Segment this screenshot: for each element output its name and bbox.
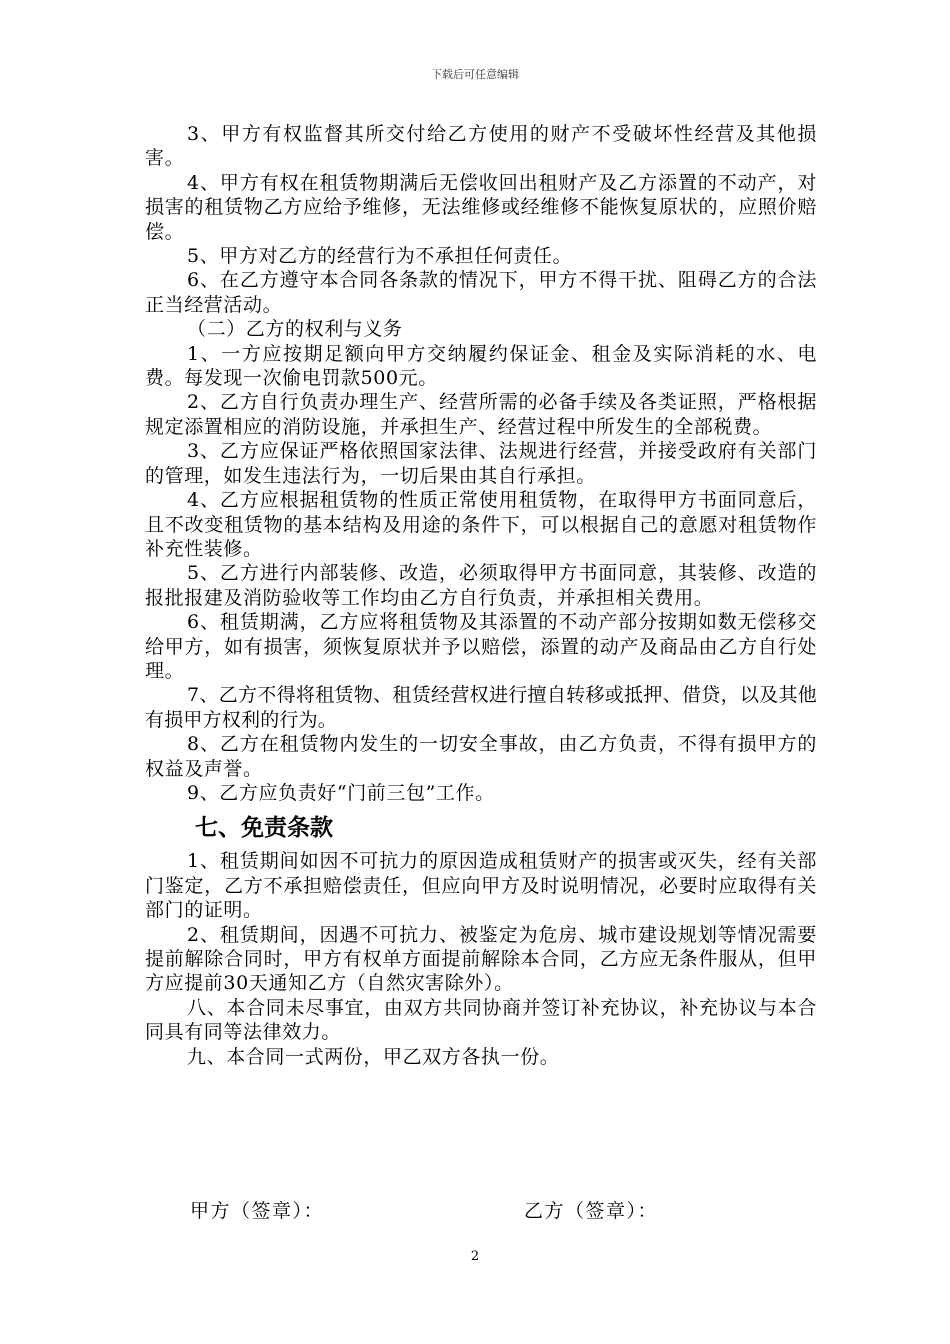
disclaimer-clause-2: 2、租赁期间，因遇不可抗力、被鉴定为危房、城市建设规划等情况需要提前解除合同时，甲方有权单方面提前解除本合同，乙方应无条件服从，但甲方应提前30天通知乙方（自然灾害除外）。	[145, 923, 817, 995]
clause-b6: 6、租赁期满，乙方应将租赁物及其添置的不动产部分按期如数无偿移交给甲方，如有损害，须恢复原状并予以赔偿，添置的动产及商品由乙方自行处理。	[145, 611, 817, 682]
section-party-b-rights: （二）乙方的权利与义务	[187, 318, 403, 341]
signature-party-a: 甲方（签章）：	[190, 1200, 325, 1222]
clause-b3: 3、乙方应保证严格依照国家法律、法规进行经营，并接受政府有关部门的管理，如发生违法行为，一切后果由其自行承担。	[145, 440, 817, 487]
clause-b1: 1、一方应按期足额向甲方交纳履约保证金、租金及实际消耗的水、电费。每发现一次偷电罚款500元。	[145, 342, 817, 390]
page-header: 下载后可任意编辑	[431, 68, 519, 81]
clause-b8: 8、乙方在租赁物内发生的一切安全事故，由乙方负责，不得有损甲方的权益及声誉。	[145, 733, 817, 780]
disclaimer-clause-1: 1、租赁期间如因不可抗力的原因造成租赁财产的损害或灭失，经有关部门鉴定，乙方不承担赔偿责任，但应向甲方及时说明情况，必要时应取得有关部门的证明。	[145, 850, 817, 922]
clause-b5: 5、乙方进行内部装修、改造，必须取得甲方书面同意，其装修、改造的报批报建及消防验收等工作均由乙方自行负责，并承担相关费用。	[145, 562, 817, 609]
clause-a3: 3、甲方有权监督其所交付给乙方使用的财产不受破坏性经营及其他损害。	[145, 123, 817, 170]
clause-b2: 2、乙方自行负责办理生产、经营所需的必备手续及各类证照，严格根据规定添置相应的消防设施，并承担生产、经营过程中所发生的全部税费。	[145, 391, 817, 438]
clause-a4: 4、甲方有权在租赁物期满后无偿收回出租财产及乙方添置的不动产，对损害的租赁物乙方应给予维修，无法维修或经维修不能恢复原状的，应照价赔偿。	[145, 171, 817, 243]
document-body	[145, 122, 817, 1069]
clause-b4: 4、乙方应根据租赁物的性质正常使用租赁物，在取得甲方书面同意后，且不改变租赁物的基本结构及用途的条件下，可以根据自己的意愿对租赁物作补充性装修。	[145, 489, 817, 560]
section-heading-disclaimer: 七、免责条款	[195, 815, 333, 842]
clause-b9: 9、乙方应负责好“门前三包”工作。	[187, 781, 495, 804]
clause-a6: 6、在乙方遵守本合同各条款的情况下，甲方不得干扰、阻碍乙方的合法正当经营活动。	[145, 269, 817, 316]
page-number: 2	[470, 1249, 480, 1264]
clause-b7: 7、乙方不得将租赁物、租赁经营权进行擅自转移或抵押、借贷，以及其他有损甲方权利的行为。	[145, 684, 817, 731]
article-eight: 八、本合同未尽事宜，由双方共同协商并签订补充协议，补充协议与本合同具有同等法律效力。	[145, 996, 817, 1044]
signature-party-b: 乙方（签章）：	[524, 1200, 659, 1222]
clause-a5: 5、甲方对乙方的经营行为不承担任何责任。	[187, 245, 573, 268]
article-nine: 九、本合同一式两份，甲乙双方各执一份。	[187, 1045, 560, 1068]
